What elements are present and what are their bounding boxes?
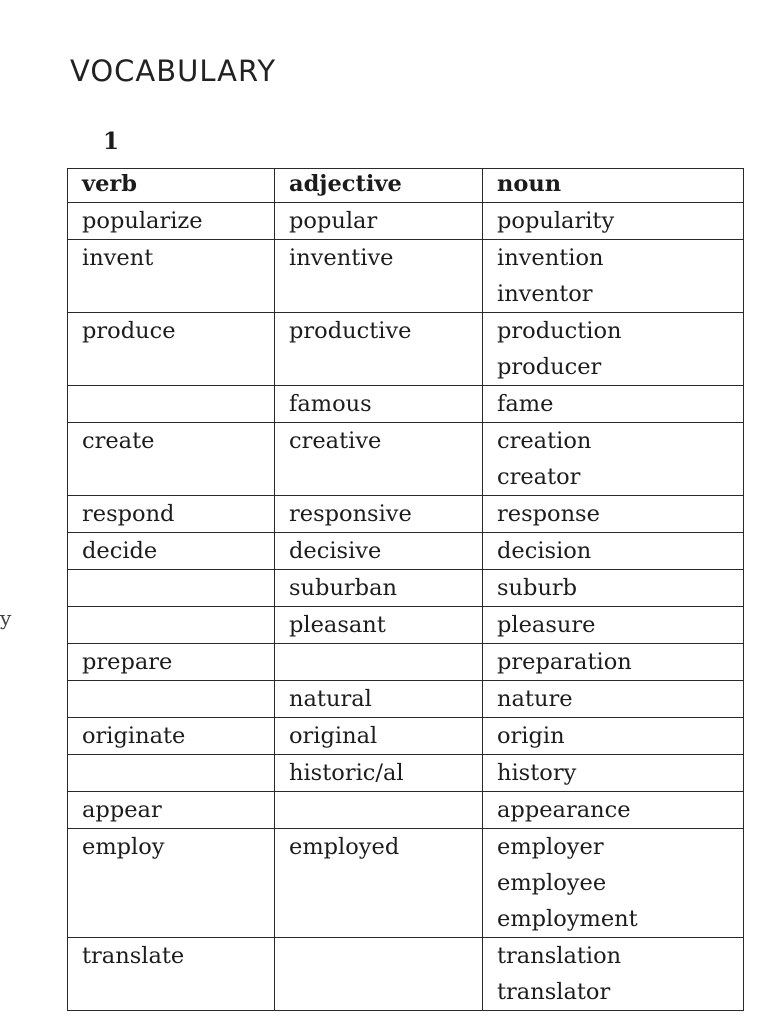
adjective-cell: productive bbox=[275, 313, 483, 386]
verb-cell bbox=[68, 570, 275, 607]
noun-cell bbox=[483, 792, 744, 829]
noun-entry: decision bbox=[497, 538, 592, 564]
noun-cell bbox=[483, 755, 744, 792]
table-row bbox=[68, 644, 744, 681]
noun-cell bbox=[483, 829, 744, 938]
verb-cell: prepare bbox=[68, 644, 275, 681]
noun-cell bbox=[483, 607, 744, 644]
noun-cell bbox=[483, 533, 744, 570]
noun-entry: history bbox=[497, 760, 577, 786]
noun-entry: creation bbox=[497, 428, 592, 454]
noun-entry: translation bbox=[497, 943, 622, 969]
noun-entry: inventor bbox=[497, 281, 593, 307]
header-noun: noun bbox=[483, 169, 744, 203]
verb-cell: employ bbox=[68, 829, 275, 938]
table-row bbox=[68, 681, 744, 718]
adjective-cell: natural bbox=[275, 681, 483, 718]
noun-cell bbox=[483, 570, 744, 607]
table-row bbox=[68, 570, 744, 607]
table-row bbox=[68, 718, 744, 755]
noun-cell bbox=[483, 313, 744, 386]
noun-cell bbox=[483, 718, 744, 755]
noun-entry: nature bbox=[497, 686, 573, 712]
noun-cell bbox=[483, 938, 744, 1011]
table-row bbox=[68, 938, 744, 1011]
adjective-cell: famous bbox=[275, 386, 483, 423]
noun-entry: translator bbox=[497, 979, 611, 1005]
noun-entry: producer bbox=[497, 354, 602, 380]
table-row bbox=[68, 533, 744, 570]
table-row bbox=[68, 829, 744, 938]
adjective-cell: original bbox=[275, 718, 483, 755]
verb-cell: respond bbox=[68, 496, 275, 533]
adjective-cell: creative bbox=[275, 423, 483, 496]
verb-cell bbox=[68, 386, 275, 423]
adjective-cell: inventive bbox=[275, 240, 483, 313]
adjective-cell bbox=[275, 938, 483, 1011]
adjective-cell: decisive bbox=[275, 533, 483, 570]
table-row bbox=[68, 792, 744, 829]
noun-cell bbox=[483, 681, 744, 718]
header-verb: verb bbox=[68, 169, 275, 203]
noun-cell bbox=[483, 644, 744, 681]
verb-cell: invent bbox=[68, 240, 275, 313]
vocabulary-table bbox=[67, 168, 744, 1011]
verb-cell bbox=[68, 681, 275, 718]
noun-entry: employment bbox=[497, 906, 638, 932]
noun-entry: invention bbox=[497, 245, 604, 271]
verb-cell bbox=[68, 607, 275, 644]
table-row bbox=[68, 313, 744, 386]
header-adjective: adjective bbox=[275, 169, 483, 203]
noun-entry: employer bbox=[497, 834, 604, 860]
adjective-cell: suburban bbox=[275, 570, 483, 607]
verb-cell: appear bbox=[68, 792, 275, 829]
noun-cell bbox=[483, 240, 744, 313]
adjective-cell bbox=[275, 792, 483, 829]
noun-entry: response bbox=[497, 501, 600, 527]
verb-cell: create bbox=[68, 423, 275, 496]
verb-cell: produce bbox=[68, 313, 275, 386]
table-body bbox=[68, 203, 744, 1011]
noun-cell bbox=[483, 423, 744, 496]
noun-cell bbox=[483, 496, 744, 533]
noun-entry: creator bbox=[497, 464, 581, 490]
verb-cell: decide bbox=[68, 533, 275, 570]
table-row bbox=[68, 386, 744, 423]
noun-entry: employee bbox=[497, 870, 607, 896]
page-heading: VOCABULARY bbox=[70, 54, 277, 88]
table-row bbox=[68, 240, 744, 313]
noun-entry: popularity bbox=[497, 208, 615, 234]
noun-entry: pleasure bbox=[497, 612, 596, 638]
adjective-cell bbox=[275, 644, 483, 681]
noun-cell bbox=[483, 386, 744, 423]
verb-cell bbox=[68, 755, 275, 792]
section-number: 1 bbox=[103, 128, 120, 155]
adjective-cell: pleasant bbox=[275, 607, 483, 644]
noun-entry: suburb bbox=[497, 575, 578, 601]
noun-entry: preparation bbox=[497, 649, 632, 675]
table-row bbox=[68, 496, 744, 533]
margin-mark: y bbox=[0, 606, 12, 630]
adjective-cell: popular bbox=[275, 203, 483, 240]
noun-entry: fame bbox=[497, 391, 554, 417]
noun-entry: origin bbox=[497, 723, 565, 749]
table-row bbox=[68, 423, 744, 496]
noun-cell bbox=[483, 203, 744, 240]
table-row bbox=[68, 203, 744, 240]
table-row bbox=[68, 755, 744, 792]
adjective-cell: responsive bbox=[275, 496, 483, 533]
adjective-cell: employed bbox=[275, 829, 483, 938]
table-header-row bbox=[68, 169, 744, 203]
noun-entry: appearance bbox=[497, 797, 631, 823]
verb-cell: originate bbox=[68, 718, 275, 755]
adjective-cell: historic/al bbox=[275, 755, 483, 792]
table-row bbox=[68, 607, 744, 644]
verb-cell: translate bbox=[68, 938, 275, 1011]
verb-cell: popularize bbox=[68, 203, 275, 240]
noun-entry: production bbox=[497, 318, 622, 344]
